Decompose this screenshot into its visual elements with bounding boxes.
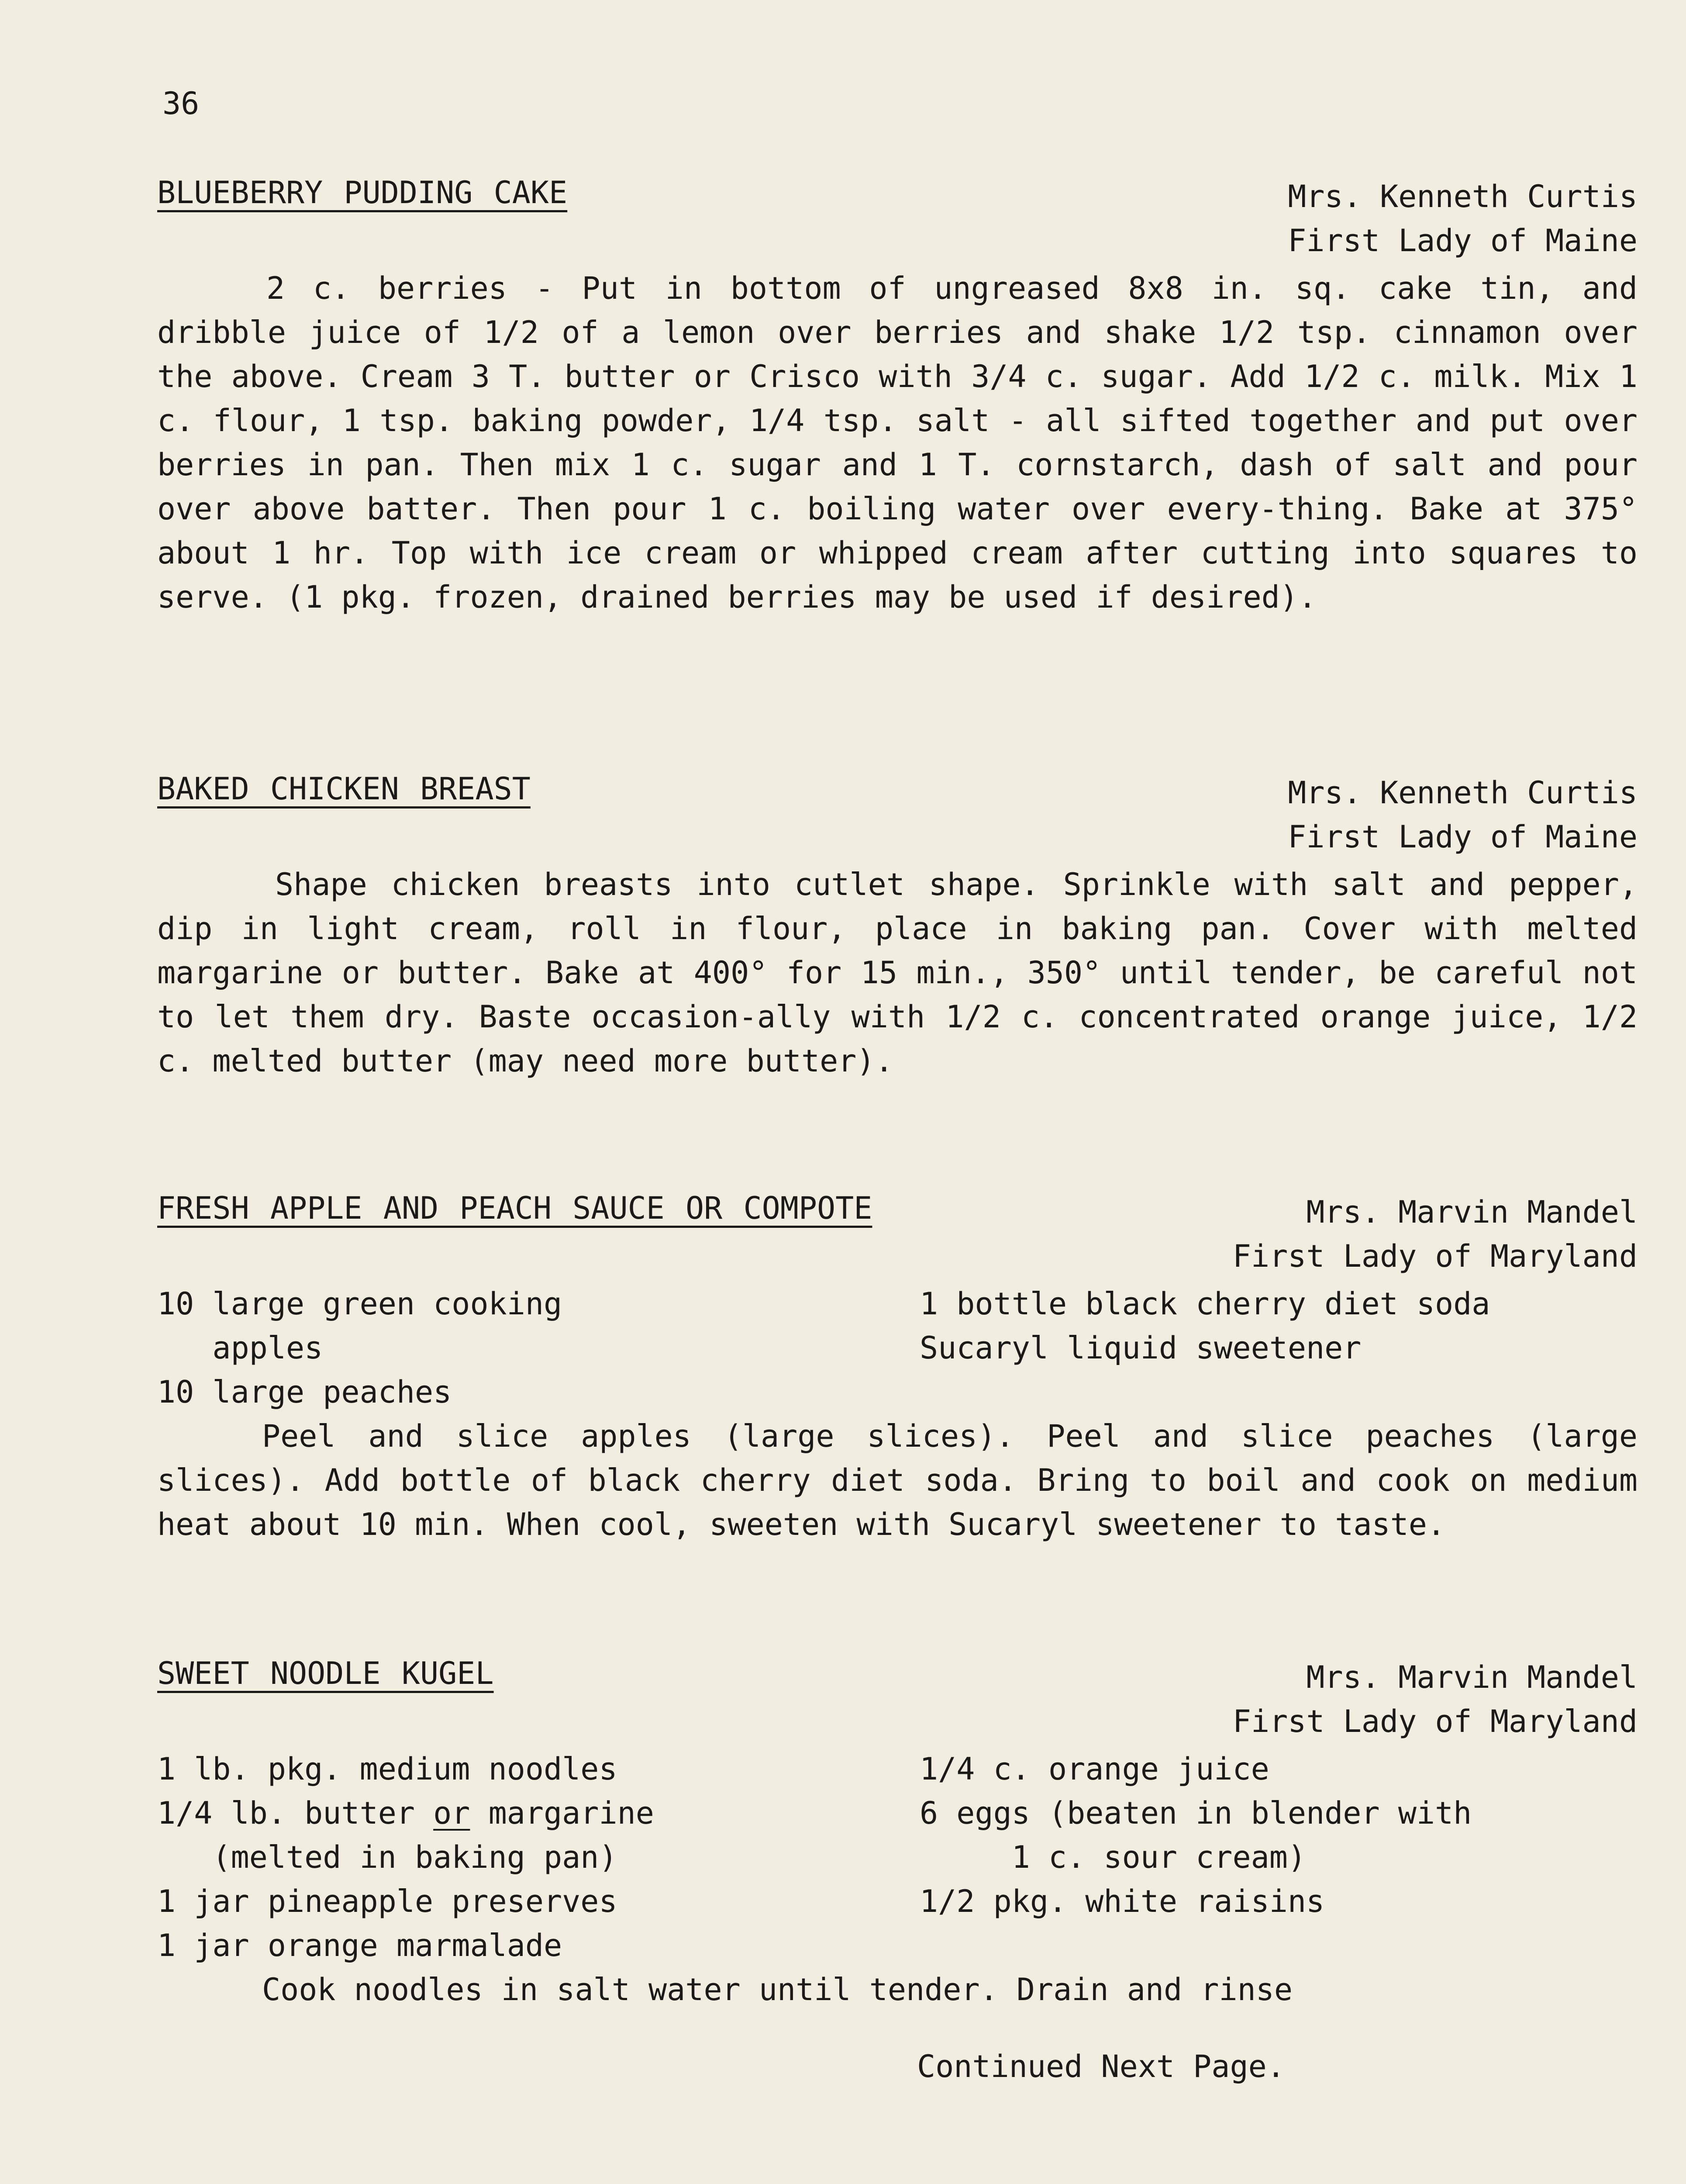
ingredients-left: [157, 1282, 908, 1414]
recipe-directions: Peel and slice apples (large slices). Peel and slice peaches (large slices). Add bottle of black cherry diet soda. Bring to boil and cook on medium heat about 10 min. When cool, sweeten with Sucaryl sweetener to taste.: [157, 1418, 1638, 1542]
recipe-baked-chicken-breast: [157, 771, 1638, 1083]
ingredient: (melted in baking pan): [157, 1839, 617, 1875]
ingredients-left: [157, 1747, 908, 1968]
recipe-sweet-noodle-kugel: [157, 1655, 1638, 2012]
ingredient: 10 large green cooking: [157, 1286, 562, 1322]
recipe-contributor: [1288, 175, 1638, 263]
recipe-contributor: [1233, 1655, 1638, 1744]
ingredients-right: [920, 1282, 1671, 1370]
recipe-title: FRESH APPLE AND PEACH SAUCE OR COMPOTE: [157, 1190, 872, 1226]
recipe-directions: Shape chicken breasts into cutlet shape. Sprinkle with salt and pepper, dip in light cream, roll in flour, place in baking pan. Cover with melted margarine or butter. Bake at 400° for 15 min., 350° until tender, be careful not to let them dry. Baste occasion-ally with 1/2 c. concentrated orange juice, 1/2 c. melted butter (may need more butter).: [157, 867, 1638, 1079]
recipe-blueberry-pudding-cake: [157, 175, 1638, 619]
ingredient: [157, 1791, 908, 1835]
ingredient: Sucaryl liquid sweetener: [920, 1330, 1362, 1366]
contributor-name: Mrs. Kenneth Curtis: [1288, 775, 1638, 811]
ingredient: 1 lb. pkg. medium noodles: [157, 1751, 617, 1787]
ingredient: 1 jar pineapple preserves: [157, 1883, 617, 1919]
contributor-name: Mrs. Marvin Mandel: [1306, 1659, 1638, 1695]
recipe-directions: Cook noodles in salt water until tender. Drain and rinse: [262, 1972, 1293, 2008]
ingredient: 1/4 c. orange juice: [920, 1751, 1269, 1787]
ingredient: 1/2 pkg. white raisins: [920, 1883, 1325, 1919]
recipe-contributor: [1233, 1190, 1638, 1279]
ingredients-right: [920, 1747, 1671, 1924]
contributor-affiliation: First Lady of Maryland: [1232, 1238, 1638, 1274]
ingredient: 6 eggs (beaten in blender with: [920, 1795, 1472, 1831]
ingredient: apples: [157, 1330, 323, 1366]
contributor-affiliation: First Lady of Maine: [1288, 223, 1638, 259]
recipe-title: SWEET NOODLE KUGEL: [157, 1655, 494, 1691]
contributor-name: Mrs. Marvin Mandel: [1306, 1194, 1638, 1230]
recipe-contributor: [1288, 771, 1638, 859]
ingredient-part: margarine: [470, 1795, 654, 1831]
recipe-apple-peach-sauce: [157, 1190, 1638, 1547]
ingredient-emphasis: or: [433, 1795, 470, 1831]
page-number: 36: [162, 86, 200, 121]
continued-note: Continued Next Page.: [917, 2049, 1285, 2084]
ingredient-part: 1/4 lb. butter: [157, 1795, 434, 1831]
ingredient: 1 jar orange marmalade: [157, 1928, 562, 1963]
ingredient: 10 large peaches: [157, 1374, 452, 1410]
recipe-directions: 2 c. berries - Put in bottom of ungreased 8x8 in. sq. cake tin, and dribble juice of 1/2 of a lemon over berries and shake 1/2 tsp. cinnamon over the above. Cream 3 T. butter or Crisco with 3/4 c. sugar. Add 1/2 c. milk. Mix 1 c. flour, 1 tsp. baking powder, 1/4 tsp. salt - all sifted together and put over berries in pan. Then mix 1 c. sugar and 1 T. cornstarch, dash of salt and pour over above batter. Then pour 1 c. boiling water over every-thing. Bake at 375° about 1 hr. Top with ice cream or whipped cream after cutting into squares to serve. (1 pkg. frozen, drained berries may be used if desired).: [157, 270, 1638, 615]
ingredient-list: [157, 1282, 1638, 1414]
contributor-name: Mrs. Kenneth Curtis: [1288, 179, 1638, 214]
contributor-affiliation: First Lady of Maryland: [1232, 1704, 1638, 1739]
ingredient: 1 bottle black cherry diet soda: [920, 1286, 1490, 1322]
ingredient-list: [157, 1747, 1638, 1968]
contributor-affiliation: First Lady of Maine: [1288, 819, 1638, 855]
recipe-title: BAKED CHICKEN BREAST: [157, 771, 531, 807]
recipe-title: BLUEBERRY PUDDING CAKE: [157, 175, 568, 211]
ingredient: 1 c. sour cream): [920, 1839, 1307, 1875]
